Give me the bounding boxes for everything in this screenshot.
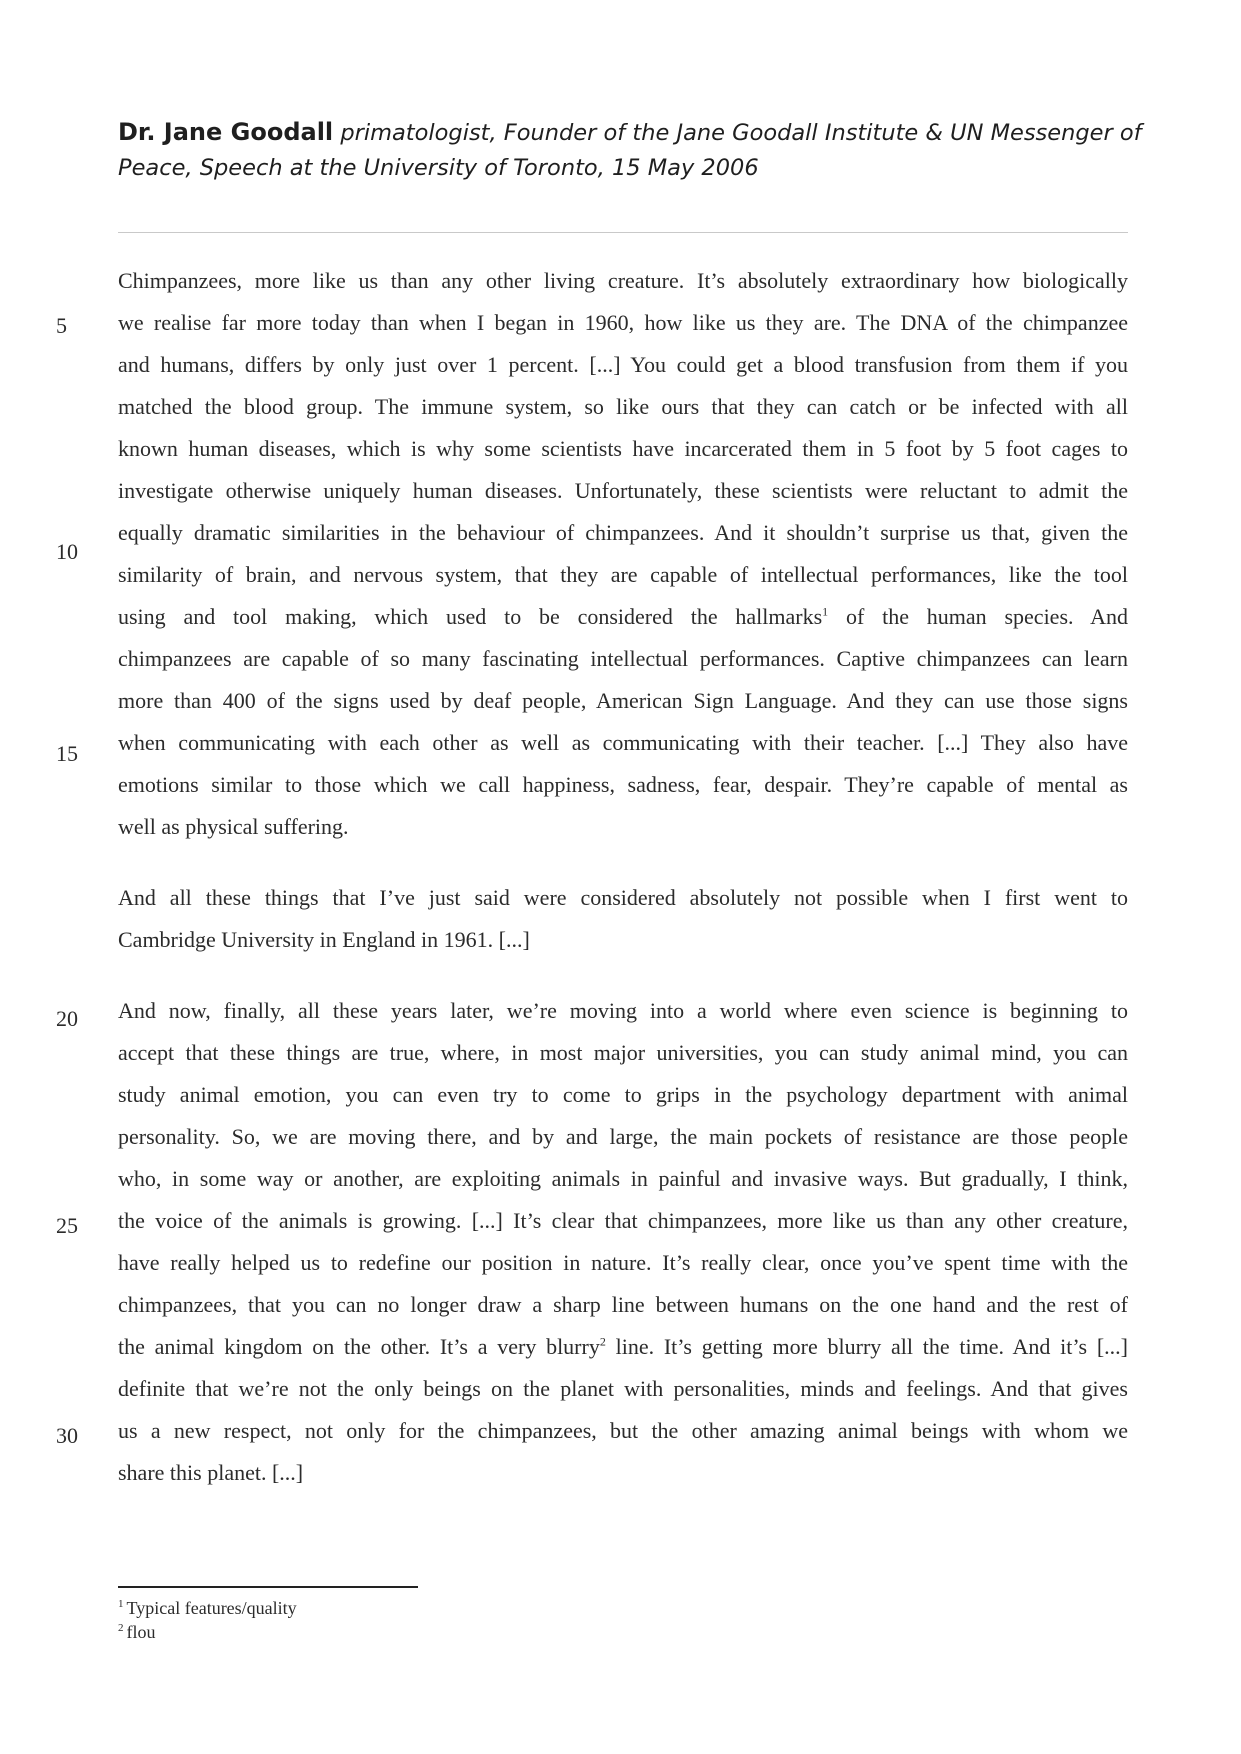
line-number: 15 [56,741,78,766]
line-number: 5 [56,313,67,338]
paragraph-3-line: who, in some way or another, are exploiting animals in painful and invasive ways. But gradually, I think, [118,1166,1128,1191]
paragraph-3-line: study animal emotion, you can even try to come to grips in the psychology department with animal [118,1082,1128,1107]
paragraph-1-line: chimpanzees are capable of so many fascinating intellectual performances. Captive chimpanzees can learn [118,646,1128,671]
paragraph-1-line: similarity of brain, and nervous system, that they are capable of intellectual performances, like the tool [118,562,1128,587]
footnote-ref-2[interactable]: 2 [599,1334,606,1349]
line-number: 30 [56,1423,78,1448]
paragraph-1-line: Chimpanzees, more like us than any other living creature. It’s absolutely extraordinary how biologically [118,268,1128,293]
text-segment: using and tool making, which used to be considered the hallmarks [118,604,823,629]
paragraph-3-line: share this planet. [...] [118,1460,304,1485]
speaker-description-1: primatologist, Founder of the Jane Goodall Institute & UN Messenger of [340,120,1142,146]
footnote-text: Typical features/quality [126,1598,297,1618]
paragraph-2-line: Cambridge University in England in 1961. [...] [118,927,530,952]
line-number: 20 [56,1006,78,1031]
text-segment: of the human species. And [828,604,1128,629]
paragraph-3-line: chimpanzees, that you can no longer draw a sharp line between humans on the one hand and the rest of [118,1292,1128,1317]
paragraph-1-line: well as physical suffering. [118,814,349,839]
footnote-marker: 1 [118,1598,124,1610]
paragraph-1-line: matched the blood group. The immune system, so like ours that they can catch or be infected with all [118,394,1128,419]
paragraph-1-line: more than 400 of the signs used by deaf people, American Sign Language. And they can use those signs [118,688,1128,713]
paragraph-1-line: we realise far more today than when I began in 1960, how like us they are. The DNA of the chimpanzee [118,310,1128,335]
text-segment: the animal kingdom on the other. It’s a very blurry [118,1334,600,1359]
line-number: 25 [56,1213,78,1238]
paragraph-3-line: And now, finally, all these years later, we’re moving into a world where even science is beginning to [118,998,1128,1023]
footnote-divider [118,1586,418,1588]
paragraph-1-line: when communicating with each other as well as communicating with their teacher. [...] They also have [118,730,1128,755]
footnote-ref-1[interactable]: 1 [822,604,829,619]
header-divider [118,232,1128,233]
paragraph-1-line-hallmarks [118,596,1128,638]
paragraph-3-line: personality. So, we are moving there, and by and large, the main pockets of resistance are those people [118,1124,1128,1149]
footnote-text: flou [126,1622,156,1642]
paragraph-3-line-blurry [118,1326,1128,1368]
paragraph-1-line: and humans, differs by only just over 1 percent. [...] You could get a blood transfusion from them if you [118,352,1128,377]
speech-header [118,115,1142,186]
footnote-2 [118,1620,156,1644]
paragraph-3-line: have really helped us to redefine our position in nature. It’s really clear, once you’ve spent time with the [118,1250,1128,1275]
paragraph-3-line: us a new respect, not only for the chimpanzees, but the other amazing animal beings with whom we [118,1418,1128,1443]
header-line-1 [118,115,1142,151]
text-segment: line. It’s getting more blurry all the time. And it’s [...] [605,1334,1128,1359]
paragraph-1-line: equally dramatic similarities in the behaviour of chimpanzees. And it shouldn’t surprise us that, given the [118,520,1128,545]
paragraph-2-line: And all these things that I’ve just said were considered absolutely not possible when I first went to [118,885,1128,910]
paragraph-3-line: accept that these things are true, where, in most major universities, you can study animal mind, you can [118,1040,1128,1065]
line-number: 10 [56,539,78,564]
speaker-description-2: Peace, Speech at the University of Toronto, 15 May 2006 [118,155,759,181]
paragraph-3-line: the voice of the animals is growing. [...] It’s clear that chimpanzees, more like us than any other creature, [118,1208,1128,1233]
paragraph-3-line: definite that we’re not the only beings on the planet with personalities, minds and feelings. And that gives [118,1376,1128,1401]
paragraph-1-line: emotions similar to those which we call happiness, sadness, fear, despair. They’re capable of mental as [118,772,1128,797]
paragraph-1-line: investigate otherwise uniquely human diseases. Unfortunately, these scientists were reluctant to admit the [118,478,1128,503]
speaker-name: Dr. Jane Goodall [118,118,334,146]
footnote-marker: 2 [118,1622,124,1634]
paragraph-1-line: known human diseases, which is why some scientists have incarcerated them in 5 foot by 5 foot cages to [118,436,1128,461]
footnote-1 [118,1596,297,1620]
